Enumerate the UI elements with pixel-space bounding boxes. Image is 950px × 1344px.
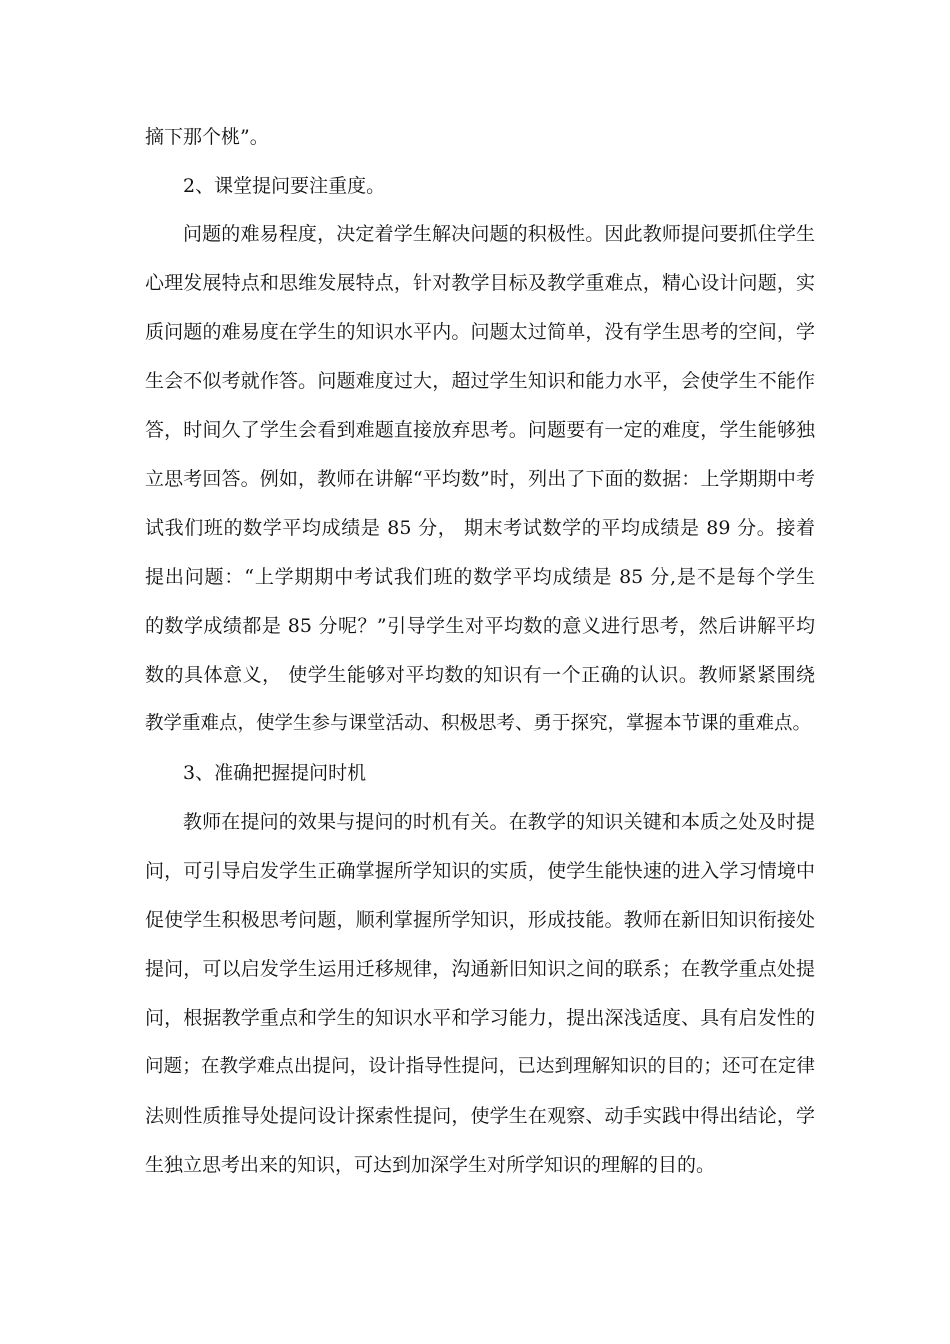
paragraph-line: 问，可引导启发学生正确掌握所学知识的实质，使学生能快速的进入学习情境中 xyxy=(145,860,815,882)
paragraph-line: 的数学成绩都是 85 分呢？”引导学生对平均数的意义进行思考，然后讲解平均 xyxy=(145,615,815,637)
paragraph-line: 促使学生积极思考问题，顺利掌握所学知识，形成技能。教师在新旧知识衔接处 xyxy=(145,909,815,931)
paragraph-line: 法则性质推导处提问设计探索性提问，使学生在观察、动手实践中得出结论，学 xyxy=(145,1105,815,1127)
paragraph-line: 试我们班的数学平均成绩是 85 分， 期末考试数学的平均成绩是 89 分。接着 xyxy=(145,517,815,539)
section-heading: 3、准确把握提问时机 xyxy=(183,762,367,784)
paragraph-line: 质问题的难易度在学生的知识水平内。问题太过简单，没有学生思考的空间，学 xyxy=(145,321,815,343)
paragraph-line: 问题；在教学难点出提问，设计指导性提问，已达到理解知识的目的；还可在定律 xyxy=(145,1056,815,1077)
paragraph-line: 答，时间久了学生会看到难题直接放弃思考。问题要有一定的难度，学生能够独 xyxy=(145,419,815,441)
paragraph-line: 心理发展特点和思维发展特点，针对教学目标及教学重难点，精心设计问题，实 xyxy=(145,272,815,294)
paragraph-line: 立思考回答。例如，教师在讲解“平均数”时，列出了下面的数据：上学期期中考 xyxy=(145,468,815,490)
paragraph-line: 生独立思考出来的知识，可达到加深学生对所学知识的理解的目的。 xyxy=(145,1154,716,1176)
paragraph-line: 教学重难点，使学生参与课堂活动、积极思考、勇于探究，掌握本节课的重难点。 xyxy=(145,713,812,734)
paragraph-line: 提出问题：“上学期期中考试我们班的数学平均成绩是 85 分,是不是每个学生 xyxy=(145,566,815,588)
paragraph-line: 提问，可以启发学生运用迁移规律，沟通新旧知识之间的联系；在教学重点处提 xyxy=(145,958,815,980)
paragraph-line: 数的具体意义， 使学生能够对平均数的知识有一个正确的认识。教师紧紧围绕 xyxy=(145,664,815,686)
paragraph-line: 问，根据教学重点和学生的知识水平和学习能力，提出深浅适度、具有启发性的 xyxy=(145,1007,815,1029)
paragraph-line: 生会不似考就作答。问题难度过大，超过学生知识和能力水平，会使学生不能作 xyxy=(145,370,815,392)
paragraph-line: 教师在提问的效果与提问的时机有关。在教学的知识关键和本质之处及时提 xyxy=(183,811,815,833)
paragraph-line: 摘下那个桃”。 xyxy=(145,126,269,148)
section-heading: 2、课堂提问要注重度。 xyxy=(183,175,386,197)
paragraph-line: 问题的难易程度，决定着学生解决问题的积极性。因此教师提问要抓住学生 xyxy=(183,223,815,245)
